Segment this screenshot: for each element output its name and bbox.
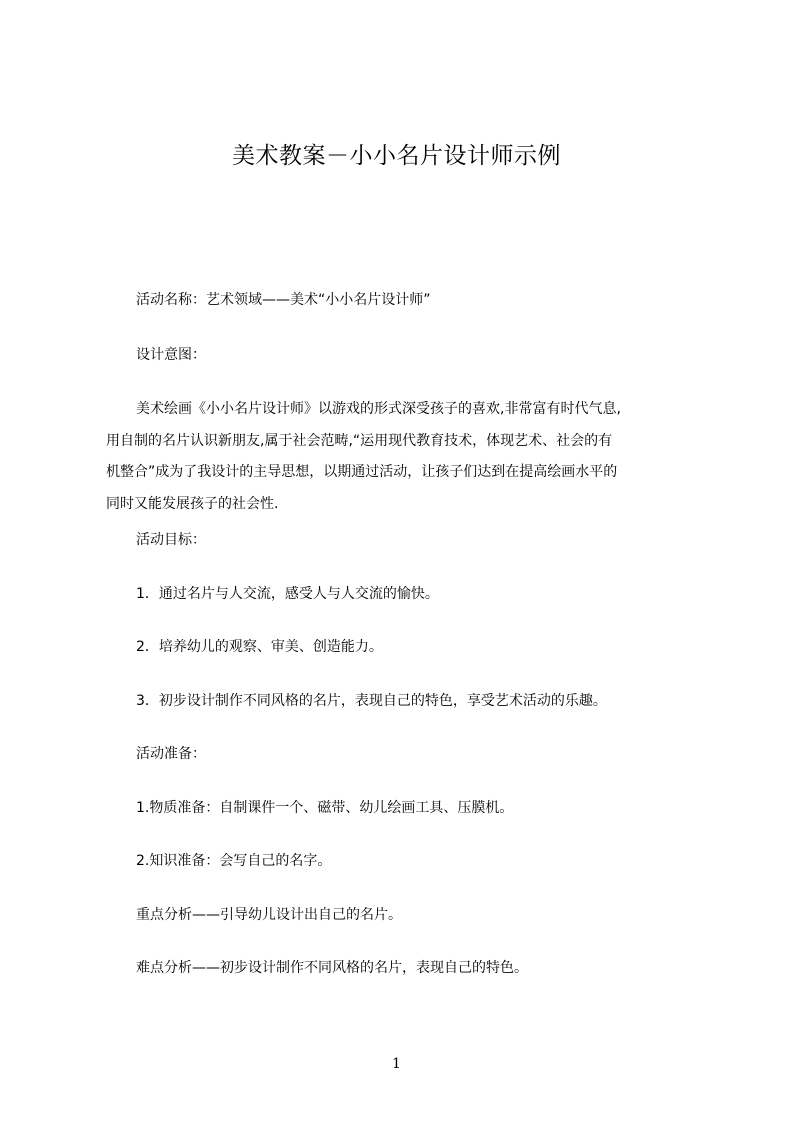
design-intent-line: 美术绘画《小小名片设计师》以游戏的形式深受孩子的喜欢,非常富有时代气息, [136,401,621,417]
page-number: 1 [392,1056,401,1072]
difficult-point: 难点分析——初步设计制作不同风格的名片，表现自己的特色。 [136,960,528,976]
design-intent-line: 用自制的名片认识新朋友,属于社会范畴,“运用现代教育技术，体现艺术、社会的有 [106,432,613,449]
activity-name: 活动名称：艺术领域——美术“小小名片设计师” [136,292,431,308]
key-point: 重点分析——引导幼儿设计出自己的名片。 [136,907,402,923]
design-intent-paragraph [106,394,700,520]
prep-item: 2.知识准备：会写自己的名字。 [136,853,332,869]
document-title: 美术教案－小小名片设计师示例 [232,143,561,169]
design-intent-line: 机整合”成为了我设计的主导思想，以期通过活动，让孩子们达到在提高绘画水平的 [106,464,618,480]
design-intent-heading: 设计意图： [136,347,206,363]
prep-heading: 活动准备： [136,746,206,762]
goals-heading: 活动目标： [136,532,206,548]
design-intent-line: 同时又能发展孩子的社会性. [106,495,279,512]
goal-item: 3．初步设计制作不同风格的名片，表现自己的特色，享受艺术活动的乐趣。 [136,693,607,709]
goal-item: 2．培养幼儿的观察、审美、创造能力。 [136,639,383,655]
goal-item: 1．通过名片与人交流，感受人与人交流的愉快。 [136,586,439,602]
prep-item: 1.物质准备：自制课件一个、磁带、幼儿绘画工具、压膜机。 [136,800,514,816]
